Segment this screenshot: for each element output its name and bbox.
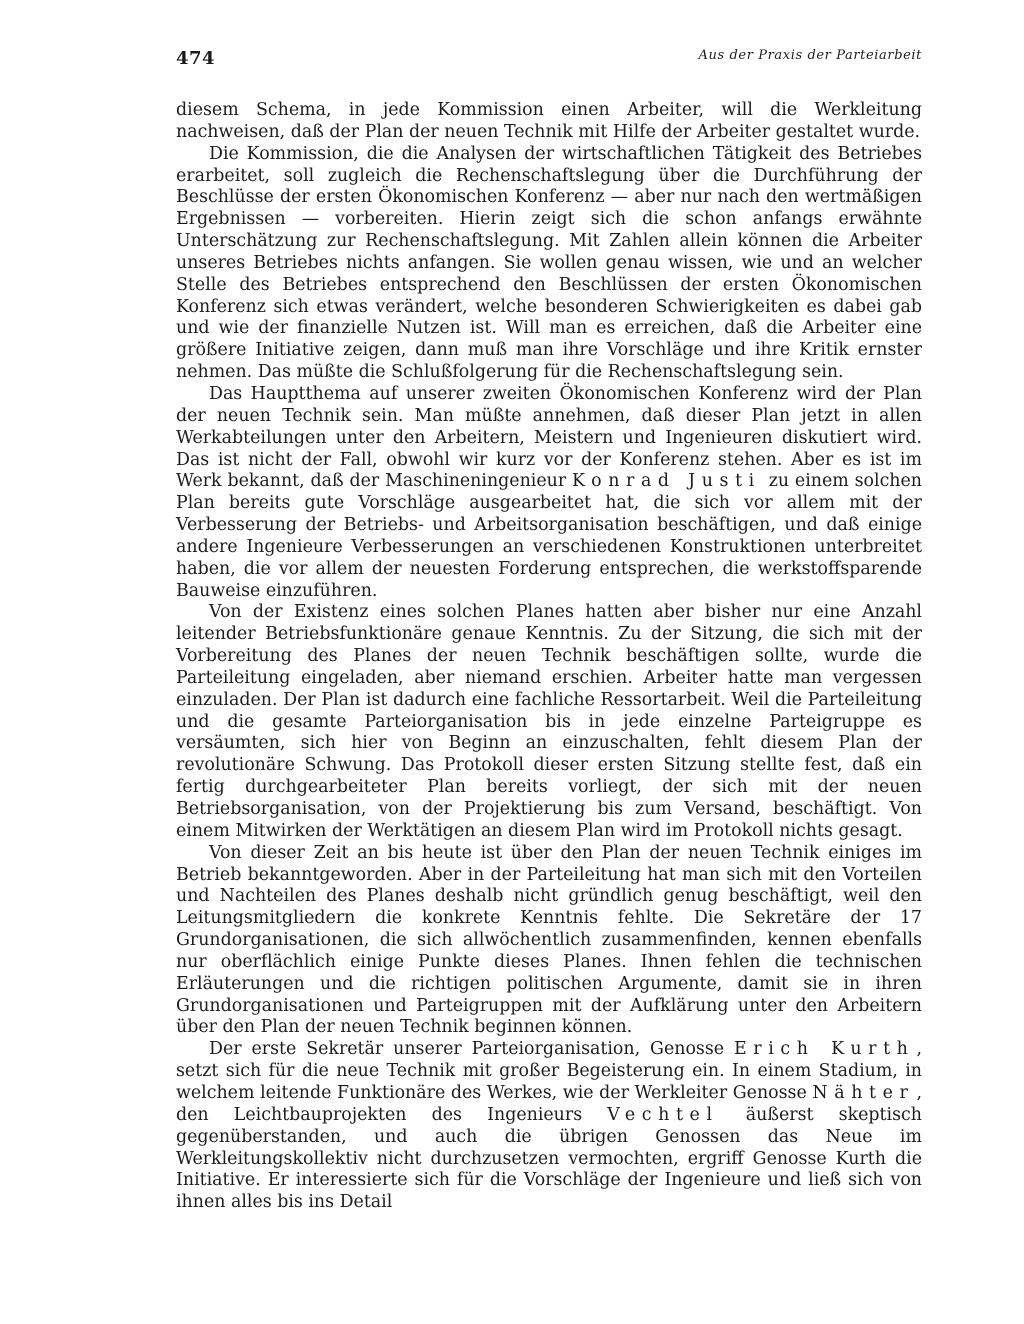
paragraph-text: Der erste Sekretär unserer Parteiorganisation, Genosse: [209, 1039, 725, 1060]
paragraph-text: Von dieser Zeit an bis heute ist über den Plan der neuen Technik einiges im Betrieb bekanntgeworden. Aber in der Parteileitung hat man sich mit den Vorteilen und Nachteilen des Planes deshalb nicht gründlich genug beschäftigt, weil den Leitungsmitgliedern die konkrete Kenntnis fehlte. Die Sekretäre der 17 Grundorganisationen, die sich allwöchentlich zusammenfinden, kennen ebenfalls nur oberflächlich einige Punkte dieses Planes. Ihnen fehlen die technischen Erläuterungen und die richtigen politischen Argumente, damit sie in ihren Grundorganisationen und Parteigruppen mit der Aufklärung unter den Arbeitern über den Plan der neuen Technik beginnen können.: [176, 842, 922, 1038]
paragraph-3: [176, 384, 922, 602]
paragraph-text: , den Leichtbauprojekten des Ingenieurs: [176, 1082, 923, 1125]
page-number: 474: [176, 48, 216, 69]
paragraph-text: Das Hauptthema auf unserer zweiten Ökonomischen Konferenz wird der Plan der neuen Technik sein. Man müßte annehmen, daß dieser Plan jetzt in allen Werkabteilungen unter den Arbeitern, Meistern und Ingenieuren diskutiert wird. Das ist nicht der Fall, obwohl wir kurz vor der Konferenz stehen. Aber es ist im Werk bekannt, daß der Maschineningenieur: [176, 383, 922, 492]
paragraph-6: [176, 1039, 922, 1214]
paragraph-4: [176, 602, 922, 842]
person-name: Nähter: [812, 1082, 915, 1103]
paragraph-5: [176, 843, 922, 1040]
paragraph-2: [176, 144, 922, 384]
person-name: Vechtel: [607, 1104, 719, 1125]
paragraph-text: Die Kommission, die die Analysen der wirtschaftlichen Tätigkeit des Betriebes erarbeitet, soll zugleich die Rechenschaftslegung über die Durchführung der Beschlüsse der ersten Ökonomischen Konferenz — aber nur nach den wertmäßigen Ergebnissen — vorbereiten. Hierin zeigt sich die schon anfangs erwähnte Unterschätzung zur Rechenschaftslegung. Mit Zahlen allein können die Arbeiter unseres Betriebes nichts anfangen. Sie wollen genau wissen, wie und an welcher Stelle des Betriebes entsprechend den Beschlüssen der ersten Ökonomischen Konferenz sich etwas verändert, welche besonderen Schwierigkeiten es dabei gab und wie der finanzielle Nutzen ist. Will man es erreichen, daß die Arbeiter eine größere Initiative zeigen, dann muß man ihre Vorschläge und ihre Kritik ernster nehmen. Das müßte die Schlußfolgerung für die Rechenschaftslegung sein.: [176, 143, 922, 383]
running-title: Aus der Praxis der Parteiarbeit: [698, 48, 922, 63]
paragraph-text: Von der Existenz eines solchen Planes hatten aber bisher nur eine Anzahl leitender Betriebsfunktionäre genaue Kenntnis. Zu der Sitzung, die sich mit der Vorbereitung des Planes der neuen Technik beschäftigen sollte, wurde die Parteileitung eingeladen, aber niemand erschien. Arbeiter hatte man vergessen einzuladen. Der Plan ist dadurch eine fachliche Ressortarbeit. Weil die Parteileitung und die gesamte Parteiorganisation bis in jede einzelne Parteigruppe es versäumten, sich hier von Beginn an einzuschalten, fehlt diesem Plan der revolutionäre Schwung. Das Protokoll dieser ersten Sitzung stellte fest, daß ein fertig durchgearbeiteter Plan bereits vorliegt, der sich mit der neuen Betriebsorganisation, von der Projektierung bis zum Versand, beschäftigt. Von einem Mitwirken der Werktätigen an diesem Plan wird im Protokoll nichts gesagt.: [176, 602, 922, 841]
page-header: [176, 42, 922, 72]
paragraph-text: diesem Schema, in jede Kommission einen Arbeiter, will die Werkleitung nachweisen, daß der Plan der neuen Technik mit Hilfe der Arbeiter gestaltet wurde.: [176, 100, 922, 142]
person-name: Konrad Justi: [572, 471, 761, 492]
paragraph-text: äußerst skeptisch gegenüberstanden, und auch die übrigen Genossen das Neue im Werkleitungskollektiv nicht durchzusetzen vermochten, ergriff Genosse Kurth die Initiative. Er interessierte sich für die Vorschläge der Ingenieure und ließ sich von ihnen alles bis ins Detail: [176, 1104, 922, 1213]
body-text: [176, 100, 922, 1214]
person-name: Erich Kurth: [734, 1039, 915, 1060]
paragraph-text: zu einem solchen Plan bereits gute Vorschläge ausgearbeitet hat, die sich vor allem mit der Verbesserung der Betriebs- und Arbeitsorganisation beschäftigen, und daß einige andere Ingenieure Verbesserungen an verschiedenen Konstruktionen unterbreitet haben, die vor allem der neuesten Forderung entsprechen, die werkstoffsparende Bauweise einzuführen.: [176, 471, 923, 601]
paragraph-text: , setzt sich für die neue Technik mit großer Begeisterung ein. In einem Stadium, in welchem leitende Funktionäre des Werkes, wie der Werkleiter Genosse: [176, 1039, 923, 1103]
paragraph-1: [176, 100, 922, 144]
